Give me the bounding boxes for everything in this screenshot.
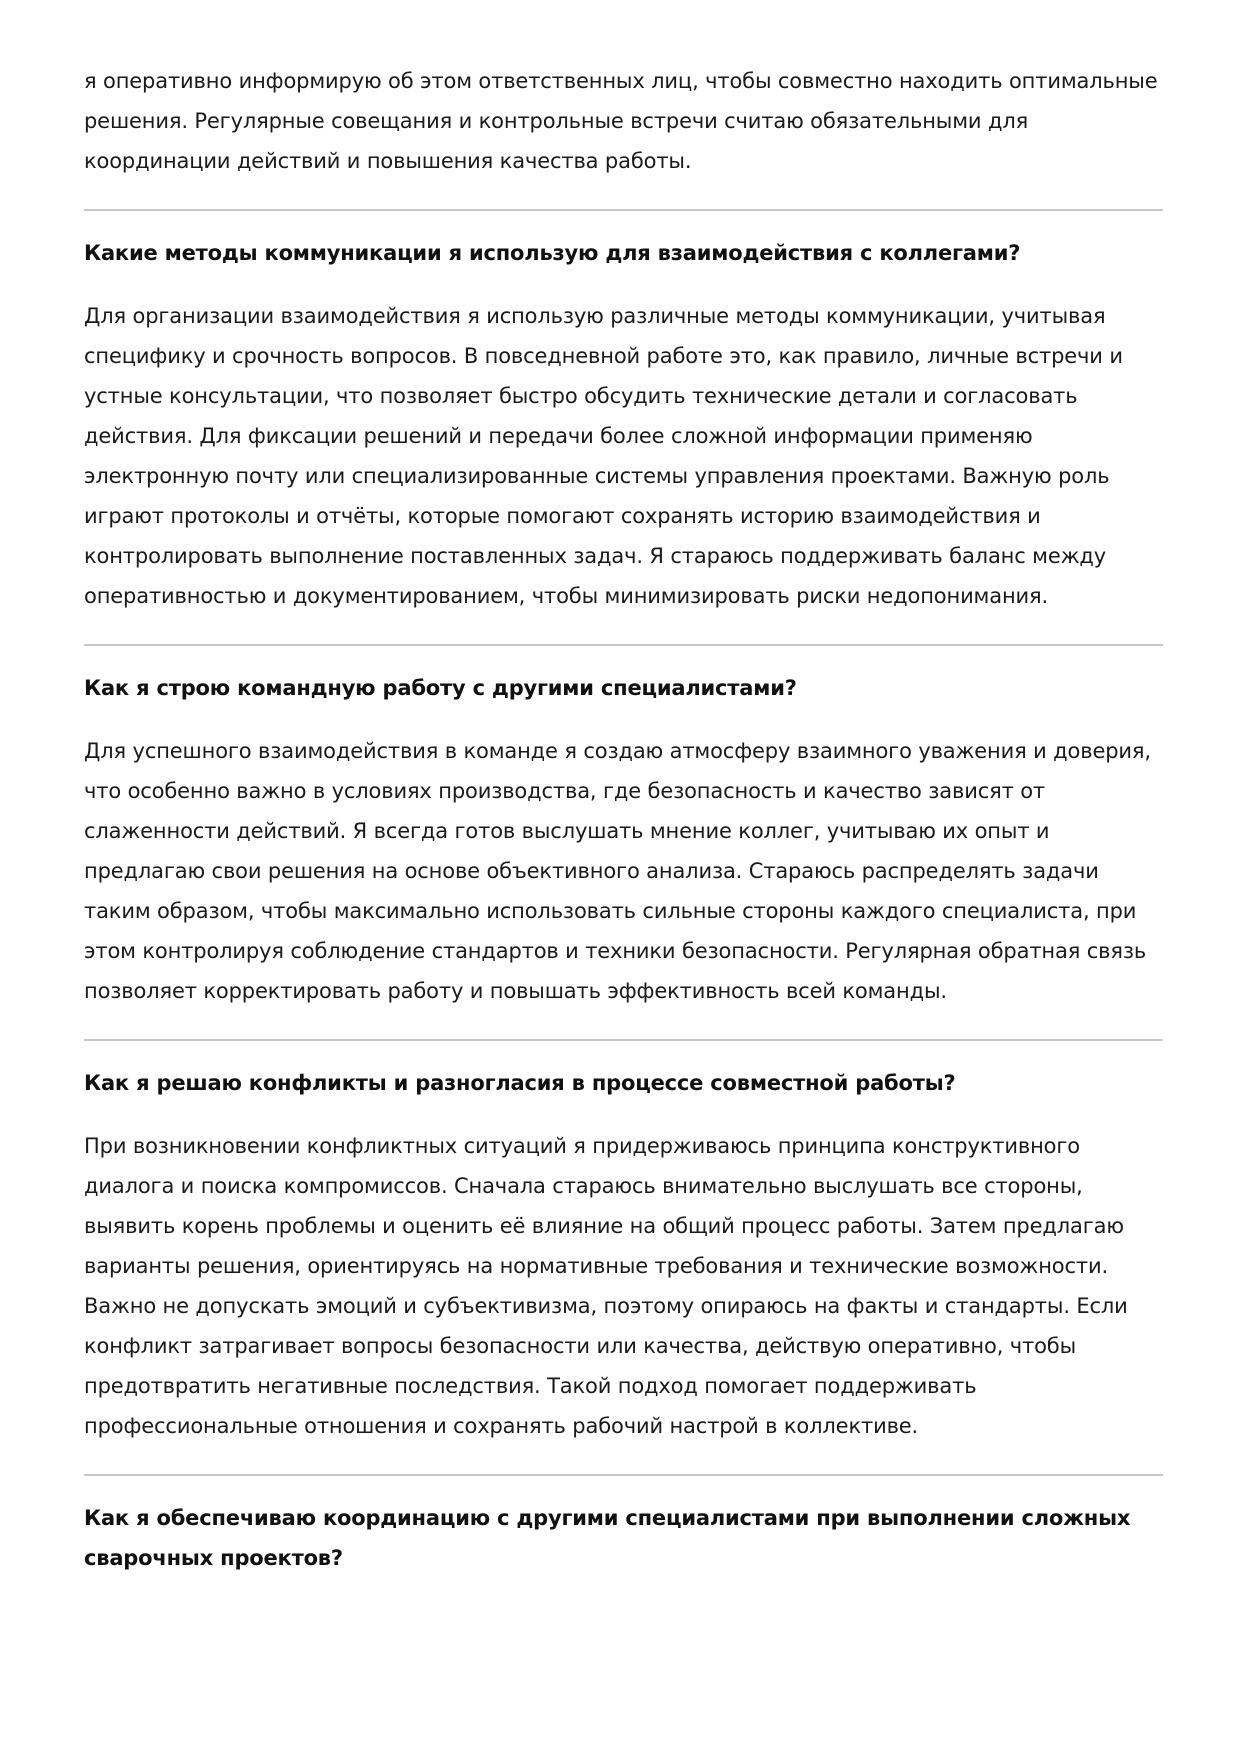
faq-section-conflict-resolution	[84, 1063, 1163, 1446]
section-answer: Для организации взаимодействия я использую различные методы коммуникации, учитывая специфику и срочность вопросов. В повседневной работе это, как правило, личные встречи и устные консультации, что позволяет быстро обсудить технические детали и согласовать действия. Для фиксации решений и передачи более сложной информации применяю электронную почту или специализированные системы управления проектами. Важную роль играют протоколы и отчёты, которые помогают сохранять историю взаимодействия и контролировать выполнение поставленных задач. Я стараюсь поддерживать баланс между оперативностью и документированием, чтобы минимизировать риски недопонимания.	[84, 304, 1123, 608]
section-question: Как я строю командную работу с другими специалистами?	[84, 676, 797, 700]
faq-section-coordination	[84, 1498, 1163, 1578]
intro-paragraph: я оперативно информирую об этом ответственных лиц, чтобы совместно находить оптимальные решения. Регулярные совещания и контрольные встречи считаю обязательными для координации действий и повышения качества работы.	[84, 69, 1158, 173]
section-divider	[84, 1474, 1163, 1476]
section-divider	[84, 1039, 1163, 1041]
section-question: Какие методы коммуникации я использую для взаимодействия с коллегами?	[84, 241, 1021, 265]
section-divider	[84, 209, 1163, 211]
faq-section-communication-methods	[84, 233, 1163, 616]
section-question: Как я решаю конфликты и разногласия в процессе совместной работы?	[84, 1071, 956, 1095]
section-answer: Для успешного взаимодействия в команде я создаю атмосферу взаимного уважения и доверия, что особенно важно в условиях производства, где безопасность и качество зависят от слаженности действий. Я всегда готов выслушать мнение коллег, учитываю их опыт и предлагаю свои решения на основе объективного анализа. Стараюсь распределять задачи таким образом, чтобы максимально использовать сильные стороны каждого специалиста, при этом контролируя соблюдение стандартов и техники безопасности. Регулярная обратная связь позволяет корректировать работу и повышать эффективность всей команды.	[84, 739, 1151, 1003]
section-question: Как я обеспечиваю координацию с другими специалистами при выполнении сложных сварочных проектов?	[84, 1506, 1131, 1570]
section-answer: При возникновении конфликтных ситуаций я придерживаюсь принципа конструктивного диалога и поиска компромиссов. Сначала стараюсь внимательно выслушать все стороны, выявить корень проблемы и оценить её влияние на общий процесс работы. Затем предлагаю варианты решения, ориентируясь на нормативные требования и технические возможности. Важно не допускать эмоций и субъективизма, поэтому опираюсь на факты и стандарты. Если конфликт затрагивает вопросы безопасности или качества, действую оперативно, чтобы предотвратить негативные последствия. Такой подход помогает поддерживать профессиональные отношения и сохранять рабочий настрой в коллективе.	[84, 1134, 1128, 1438]
section-divider	[84, 644, 1163, 646]
faq-section-teamwork	[84, 668, 1163, 1011]
